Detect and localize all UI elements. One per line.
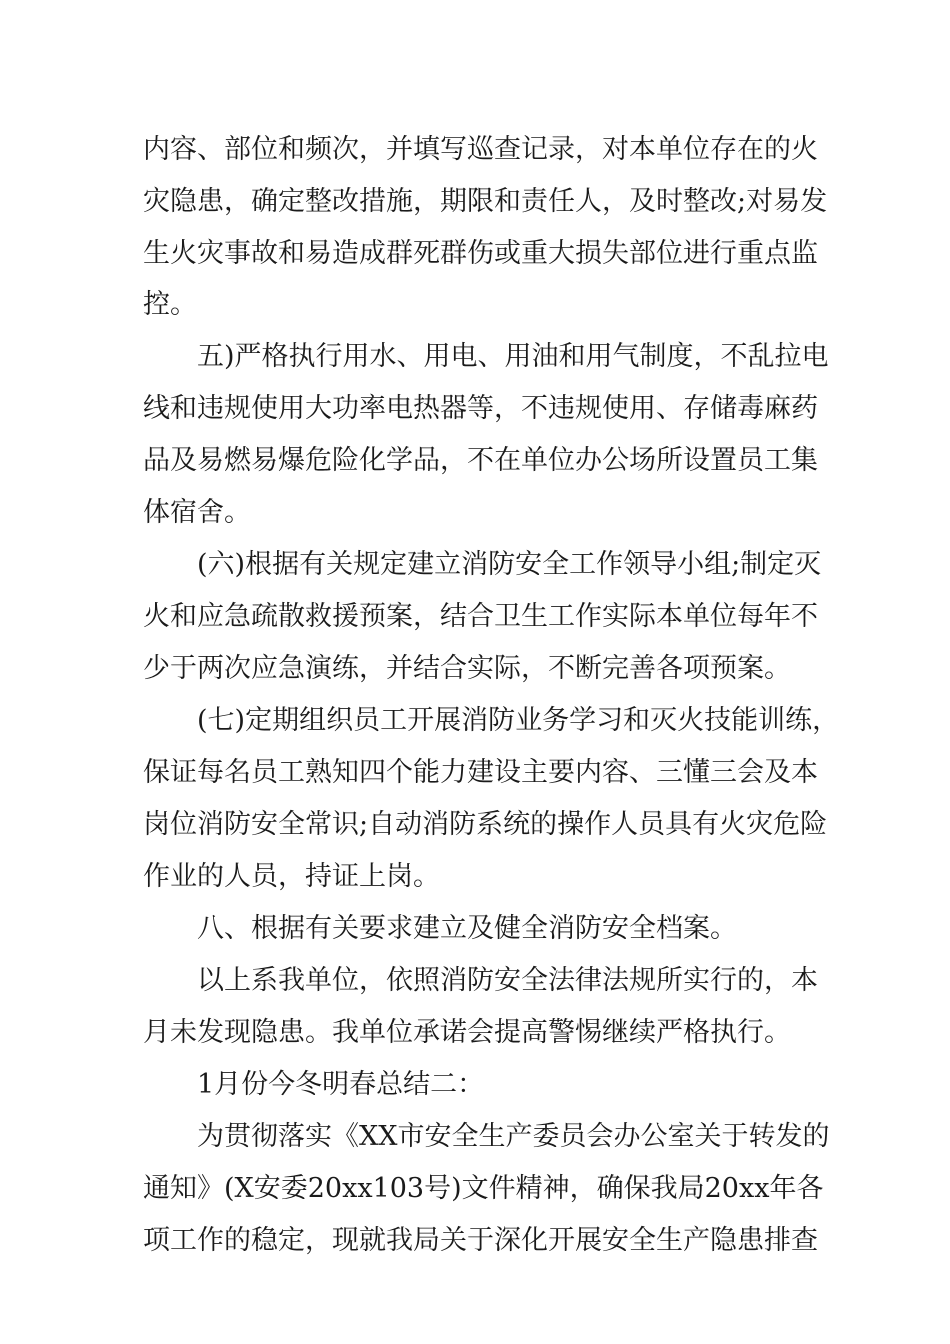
text-line: 保证每名员工熟知四个能力建设主要内容、三懂三会及本 xyxy=(143,757,818,788)
text-line: 生火灾事故和易造成群死群伤或重大损失部位进行重点监 xyxy=(143,238,818,269)
text-line: 项工作的稳定，现就我局关于深化开展安全生产隐患排查 xyxy=(143,1225,818,1256)
paragraph-first-line: 五)严格执行用水、用电、用油和用气制度，不乱拉电 xyxy=(197,341,829,372)
paragraph-first-line: (六)根据有关规定建立消防安全工作领导小组;制定灭 xyxy=(197,549,822,580)
paragraph-first-line: 为贯彻落实《XX市安全生产委员会办公室关于转发的 xyxy=(197,1121,830,1152)
text-line: 品及易燃易爆危险化学品，不在单位办公场所设置员工集 xyxy=(143,445,818,476)
section-heading: 1月份今冬明春总结二： xyxy=(197,1069,485,1100)
text-line: 控。 xyxy=(143,289,197,320)
paragraph-first-line: (七)定期组织员工开展消防业务学习和灭火技能训练， xyxy=(197,705,840,736)
text-line: 灾隐患，确定整改措施，期限和责任人，及时整改;对易发 xyxy=(143,186,828,217)
text-line: 线和违规使用大功率电热器等，不违规使用、存储毒麻药 xyxy=(143,393,818,424)
text-line: 月未发现隐患。我单位承诺会提高警惕继续严格执行。 xyxy=(143,1017,791,1048)
text-line: 体宿舍。 xyxy=(143,497,251,528)
text-line: 火和应急疏散救援预案，结合卫生工作实际本单位每年不 xyxy=(143,601,818,632)
text-line: 通知》(X安委20xx103号)文件精神，确保我局20xx年各 xyxy=(143,1173,824,1204)
text-line: 少于两次应急演练，并结合实际，不断完善各项预案。 xyxy=(143,653,791,684)
paragraph-first-line: 八、根据有关要求建立及健全消防安全档案。 xyxy=(197,913,737,944)
text-line: 作业的人员，持证上岗。 xyxy=(143,861,440,892)
text-line: 内容、部位和频次，并填写巡查记录，对本单位存在的火 xyxy=(143,134,818,165)
paragraph-first-line: 以上系我单位，依照消防安全法律法规所实行的，本 xyxy=(197,965,818,996)
text-line: 岗位消防安全常识;自动消防系统的操作人员具有火灾危险 xyxy=(143,809,828,840)
